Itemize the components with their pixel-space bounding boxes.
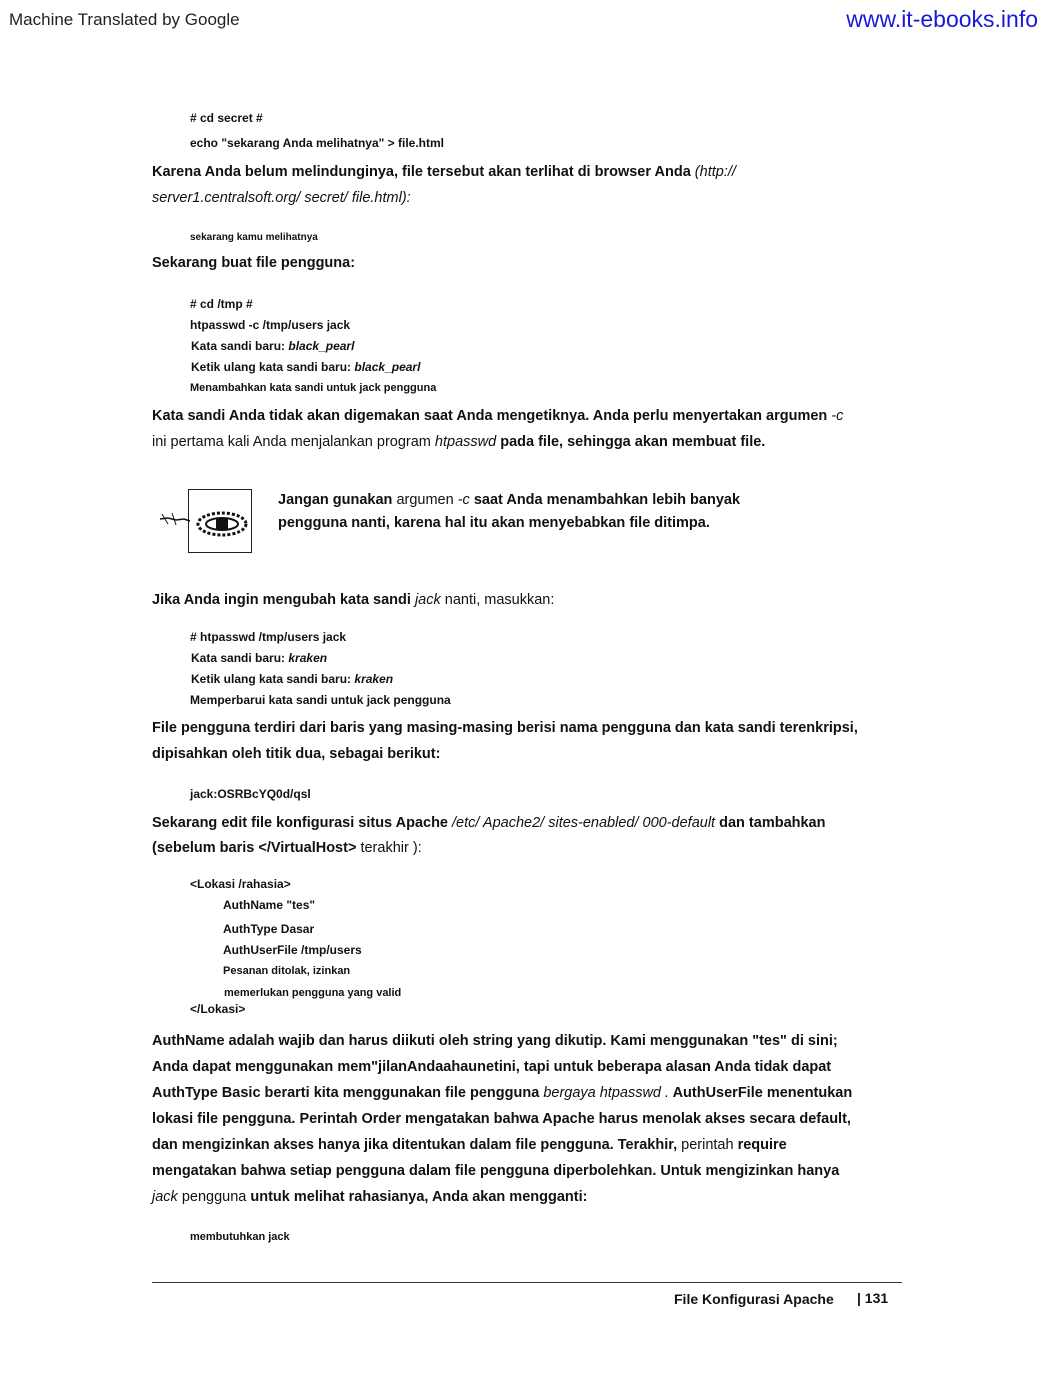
trap-chain-icon <box>158 508 192 530</box>
page-number: | 131 <box>857 1290 889 1306</box>
header-left-text: Machine Translated by Google <box>9 10 240 29</box>
footer-title: File Konfigurasi Apache <box>674 1291 834 1307</box>
code-line: AuthName "tes" <box>223 898 316 912</box>
code-line: Menambahkan kata sandi untuk jack pengguna <box>190 382 437 394</box>
paragraph-line: Sekarang edit file konfigurasi situs Apache /etc/ Apache2/ sites-enabled/ 000-default dan tambahkan <box>152 815 826 831</box>
code-line: </Lokasi> <box>190 1002 246 1016</box>
footer-rule <box>152 1282 902 1283</box>
code-line: Memperbarui kata sandi untuk jack pengguna <box>190 693 451 707</box>
paragraph-line: File pengguna terdiri dari baris yang masing-masing berisi nama pengguna dan kata sandi terenkripsi, <box>152 720 858 736</box>
code-line: <Lokasi /rahasia> <box>190 877 291 891</box>
paragraph-line: Karena Anda belum melindunginya, file tersebut akan terlihat di browser Anda (http:// <box>152 164 736 180</box>
code-line: membutuhkan jack <box>190 1231 290 1243</box>
code-line: AuthUserFile /tmp/users <box>223 943 362 957</box>
warning-text: pengguna nanti, karena hal itu akan menyebabkan file ditimpa. <box>278 515 710 531</box>
code-line: jack:OSRBcYQ0d/qsl <box>190 787 311 801</box>
paragraph-line: Jika Anda ingin mengubah kata sandi jack nanti, masukkan: <box>152 592 555 608</box>
code-line: Ketik ulang kata sandi baru: black_pearl <box>191 360 421 374</box>
paragraph-line: server1.centralsoft.org/ secret/ file.html): <box>152 190 411 206</box>
paragraph-line: Kata sandi Anda tidak akan digemakan saat Anda mengetiknya. Anda perlu menyertakan argumen -c <box>152 408 844 424</box>
code-line: Pesanan ditolak, izinkan <box>223 965 351 977</box>
code-line: # cd secret # <box>190 111 263 125</box>
code-line: sekarang kamu melihatnya <box>190 232 318 243</box>
paragraph-line: AuthType Basic berarti kita menggunakan file pengguna bergaya htpasswd . AuthUserFile menentukan <box>152 1085 853 1101</box>
header-url-link[interactable]: www.it-ebooks.info <box>846 6 1038 32</box>
paragraph-line: jack pengguna untuk melihat rahasianya, Anda akan mengganti: <box>152 1189 588 1205</box>
code-line: # cd /tmp # <box>190 297 253 311</box>
warning-text: Jangan gunakan argumen -c saat Anda menambahkan lebih banyak <box>278 492 741 508</box>
code-line: AuthType Dasar <box>223 922 315 936</box>
code-line: echo "sekarang Anda melihatnya" > file.html <box>190 136 445 150</box>
code-line: htpasswd -c /tmp/users jack <box>190 318 351 332</box>
code-line: Kata sandi baru: kraken <box>191 651 328 665</box>
code-line: # htpasswd /tmp/users jack <box>190 630 347 644</box>
paragraph-line: ini pertama kali Anda menjalankan program htpasswd pada file, sehingga akan membuat file. <box>152 434 766 450</box>
paragraph-line: lokasi file pengguna. Perintah Order mengatakan bahwa Apache harus menolak akses secara default, <box>152 1111 851 1127</box>
paragraph-line: Anda dapat menggunakan mem"jilanAndaahaunetini, tapi untuk beberapa alasan Anda tidak dapat <box>152 1059 832 1075</box>
paragraph-line: dan mengizinkan akses hanya jika ditentukan dalam file pengguna. Terakhir, perintah require <box>152 1137 787 1153</box>
paragraph-line: mengatakan bahwa setiap pengguna dalam file pengguna diperbolehkan. Untuk mengizinkan hanya <box>152 1163 840 1179</box>
code-line: Kata sandi baru: black_pearl <box>191 339 355 353</box>
code-line: Ketik ulang kata sandi baru: kraken <box>191 672 394 686</box>
paragraph-line: (sebelum baris </VirtualHost> terakhir ): <box>152 840 422 856</box>
paragraph-line: dipisahkan oleh titik dua, sebagai berikut: <box>152 746 441 762</box>
code-line: memerlukan pengguna yang valid <box>224 987 402 999</box>
paragraph-line: AuthName adalah wajib dan harus diikuti oleh string yang dikutip. Kami menggunakan "tes" di sini; <box>152 1033 838 1049</box>
trap-warning-icon <box>188 489 252 553</box>
paragraph-line: Sekarang buat file pengguna: <box>152 255 356 271</box>
